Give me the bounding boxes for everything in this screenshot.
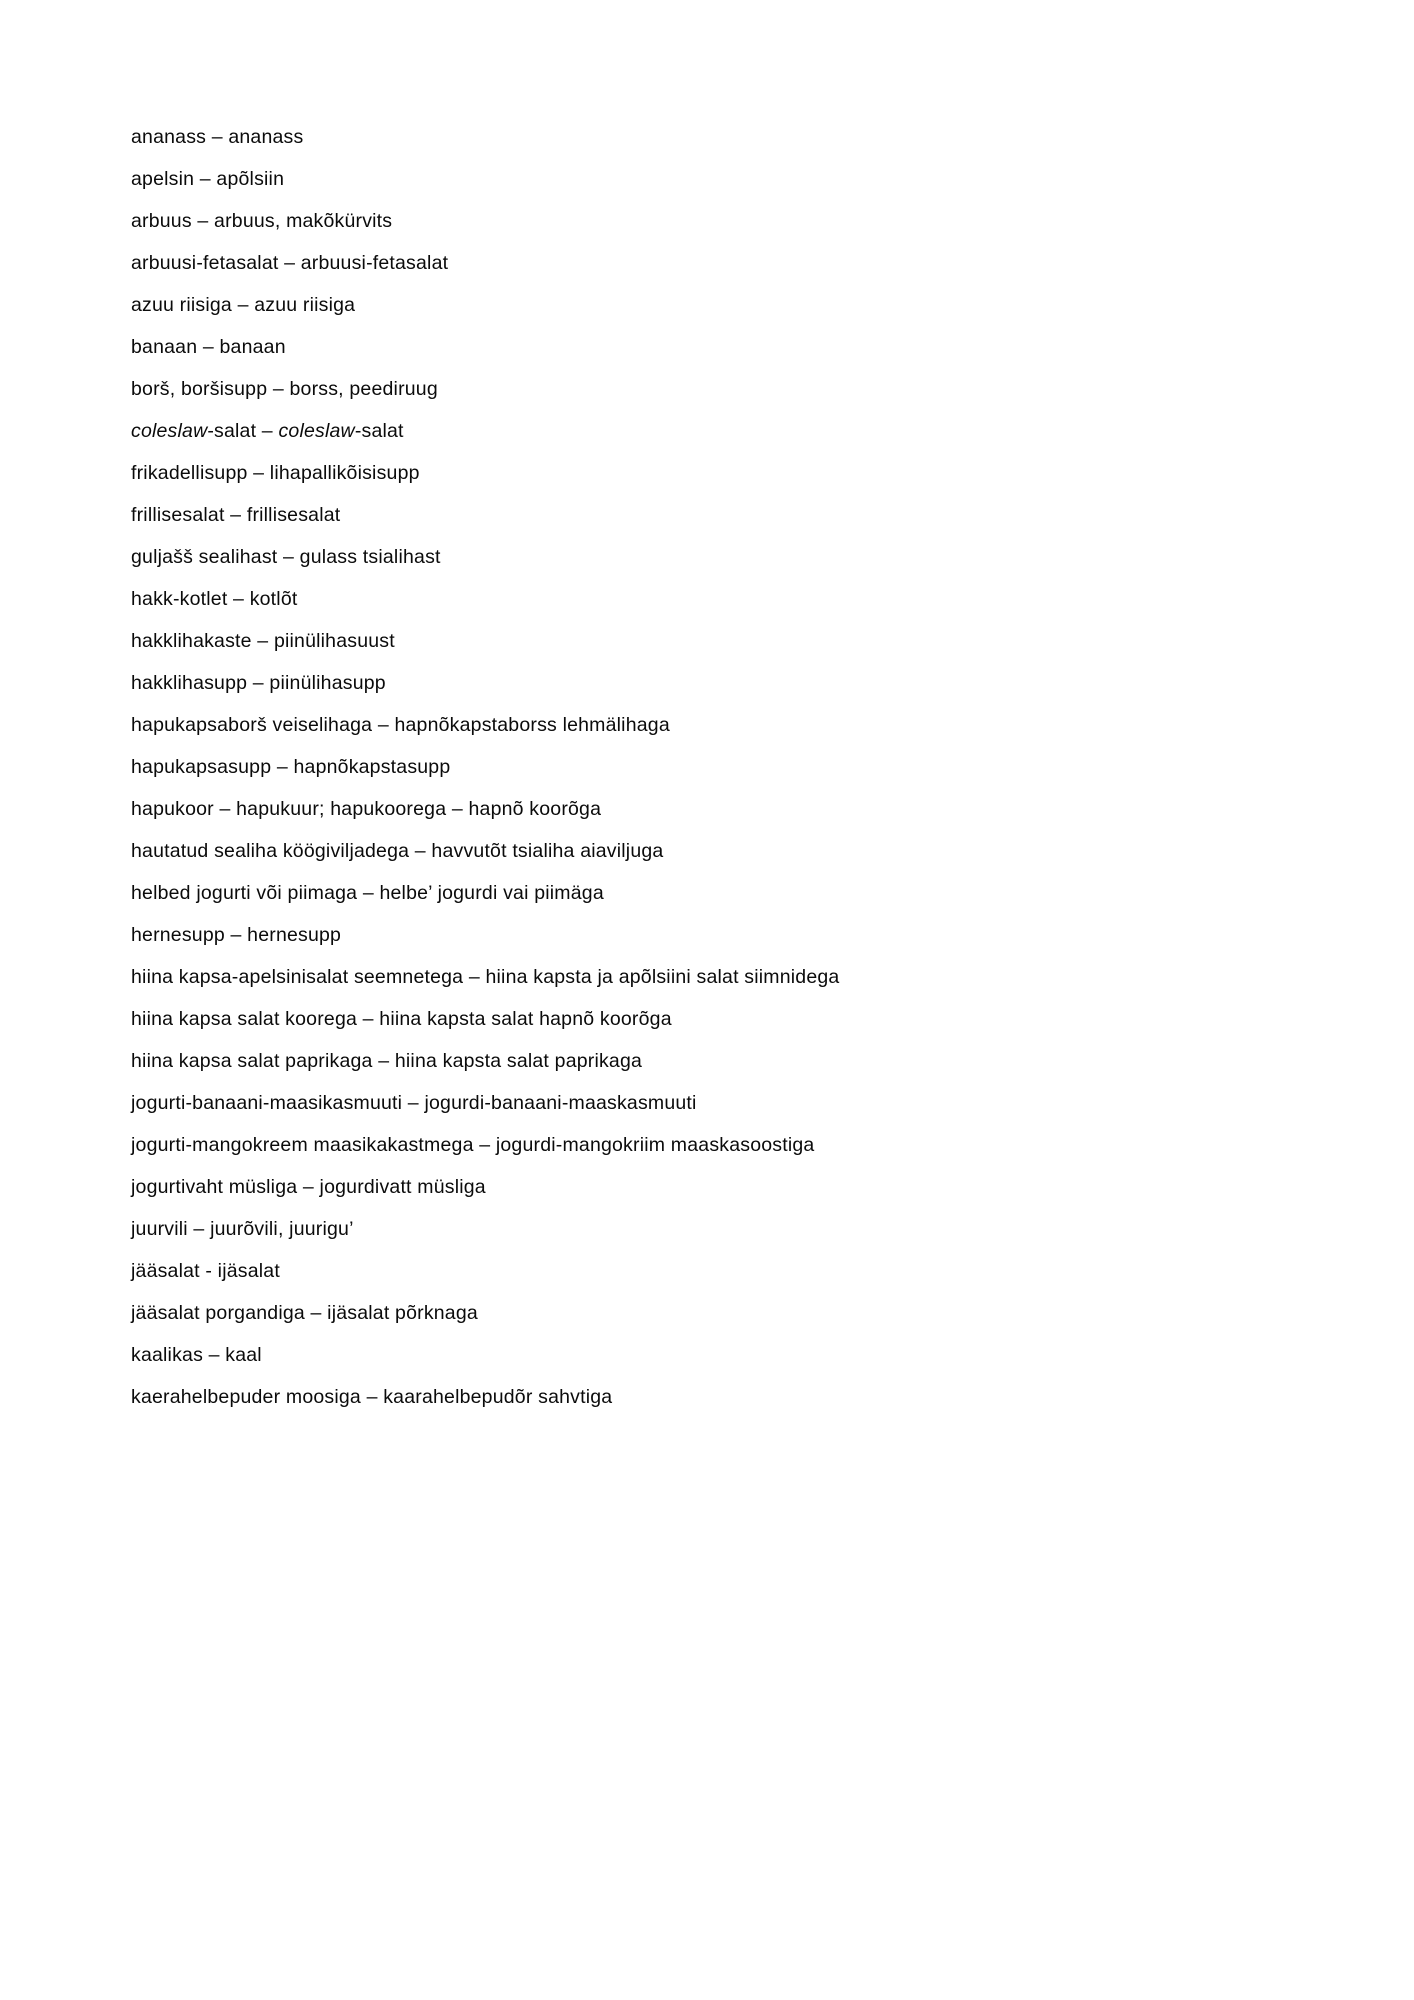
glossary-entry: azuu riisiga – azuu riisiga — [131, 294, 356, 316]
glossary-entry: kaerahelbepuder moosiga – kaarahelbepudõr sahvtiga — [131, 1386, 613, 1408]
glossary-entry: apelsin – apõlsiin — [131, 168, 285, 190]
glossary-entry: jääsalat - ijäsalat — [131, 1260, 280, 1282]
glossary-entry: jogurtivaht müsliga – jogurdivatt müsliga — [131, 1176, 486, 1198]
glossary-entry: hakklihakaste – piinülihasuust — [131, 630, 395, 652]
glossary-entry: borš, boršisupp – borss, peediruug — [131, 378, 438, 400]
glossary-entry-list — [131, 128, 1291, 1408]
glossary-entry: frikadellisupp – lihapallikõisisupp — [131, 462, 420, 484]
glossary-entry: kaalikas – kaal — [131, 1344, 262, 1366]
glossary-entry: hakk-kotlet – kotlõt — [131, 588, 298, 610]
glossary-entry: hapukapsasupp – hapnõkapstasupp — [131, 756, 451, 778]
glossary-entry: arbuus – arbuus, makõkürvits — [131, 210, 393, 232]
glossary-entry: hernesupp – hernesupp — [131, 924, 342, 946]
glossary-entry: helbed jogurti või piimaga – helbe’ jogurdi vai piimäga — [131, 882, 604, 904]
glossary-entry: jogurti-banaani-maasikasmuuti – jogurdi-banaani-maaskasmuuti — [131, 1092, 697, 1114]
glossary-entry: banaan – banaan — [131, 336, 286, 358]
glossary-entry: jääsalat porgandiga – ijäsalat põrknaga — [131, 1302, 478, 1324]
term-text: -salat – — [207, 420, 279, 442]
glossary-entry: hakklihasupp – piinülihasupp — [131, 672, 386, 694]
term-italic: coleslaw — [131, 420, 208, 442]
glossary-entry: hapukoor – hapukuur; hapukoorega – hapnõ koorõga — [131, 798, 602, 820]
glossary-entry: arbuusi-fetasalat – arbuusi-fetasalat — [131, 252, 449, 274]
glossary-entry: frillisesalat – frillisesalat — [131, 504, 341, 526]
glossary-entry: ananass – ananass — [131, 126, 304, 148]
glossary-entry: hiina kapsa salat paprikaga – hiina kapsta salat paprikaga — [131, 1050, 643, 1072]
glossary-entry: guljašš sealihast – gulass tsialihast — [131, 546, 441, 568]
glossary-entry — [131, 422, 1291, 442]
glossary-entry: hautatud sealiha köögiviljadega – havvutõt tsialiha aiaviljuga — [131, 840, 664, 862]
glossary-entry: juurvili – juurõvili, juurigu’ — [131, 1218, 354, 1240]
glossary-entry: jogurti-mangokreem maasikakastmega – jogurdi-mangokriim maaskasoostiga — [131, 1134, 815, 1156]
glossary-entry: hiina kapsa-apelsinisalat seemnetega – hiina kapsta ja apõlsiini salat siimnidega — [131, 966, 840, 988]
glossary-entry: hiina kapsa salat koorega – hiina kapsta salat hapnõ koorõga — [131, 1008, 672, 1030]
term-text: -salat — [354, 420, 404, 442]
glossary-entry: hapukapsaborš veiselihaga – hapnõkapstaborss lehmälihaga — [131, 714, 670, 736]
term-italic: coleslaw — [278, 420, 355, 442]
